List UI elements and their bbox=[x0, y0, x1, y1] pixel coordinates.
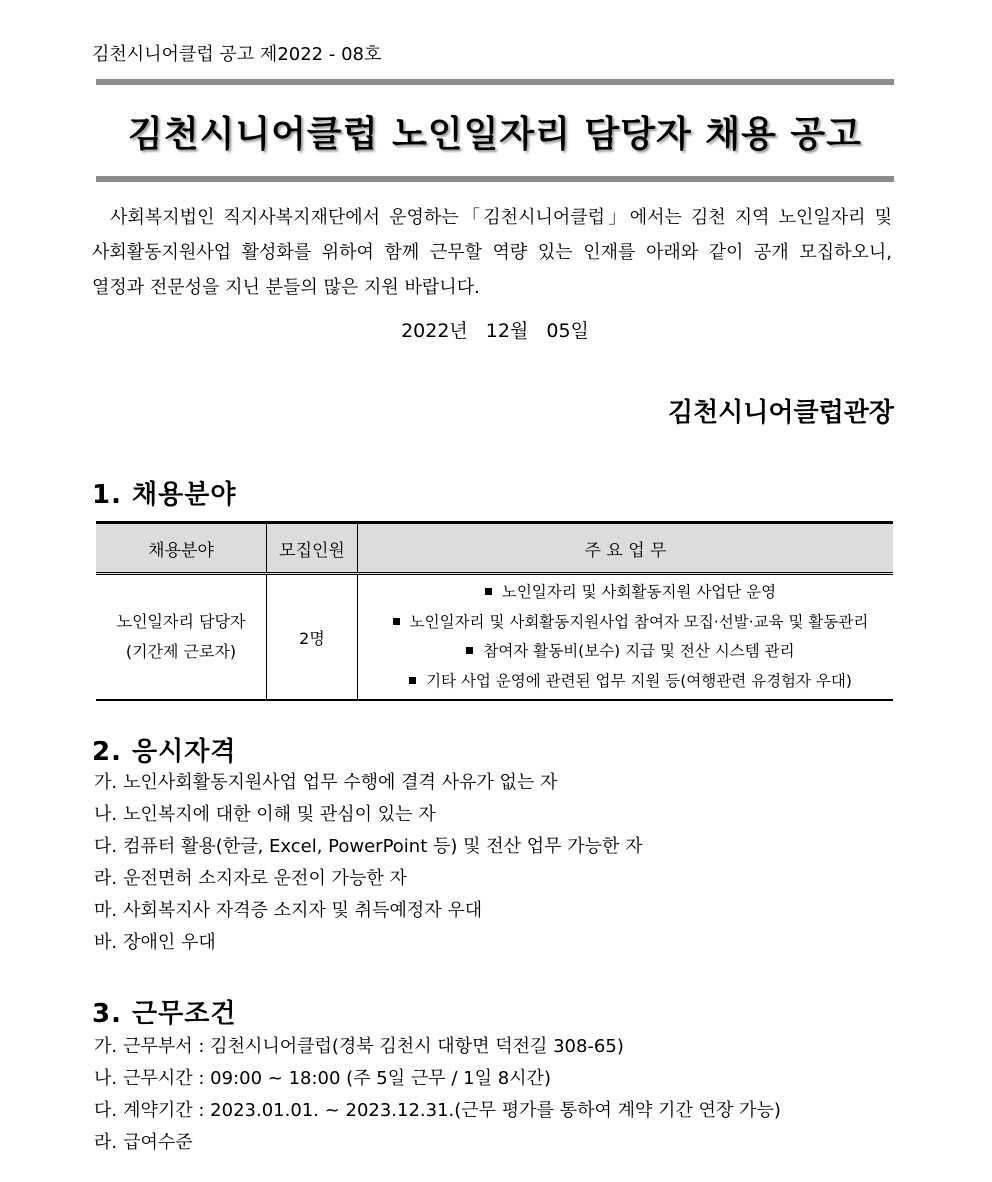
signature: 김천시니어클럽관장 bbox=[667, 398, 894, 428]
square-bullet-icon bbox=[485, 588, 492, 595]
page-title: 김천시니어클럽 노인일자리 담당자 채용 공고 bbox=[128, 114, 862, 155]
field-cell bbox=[96, 574, 267, 701]
section-title-recruitment-field: 1. 채용분야 bbox=[92, 480, 237, 510]
field-name: 노인일자리 담당자 bbox=[116, 612, 246, 631]
duties-cell bbox=[358, 574, 894, 701]
count-cell: 2명 bbox=[267, 574, 358, 701]
list-item: 가. 노인사회활동지원사업 업무 수행에 결격 사유가 없는 자 bbox=[94, 772, 558, 793]
list-item: 나. 노인복지에 대한 이해 및 관심이 있는 자 bbox=[94, 804, 436, 825]
duty-item: 노인일자리 및 사회활동지원 사업단 운영 bbox=[368, 578, 893, 608]
table-row bbox=[96, 574, 893, 701]
list-item: 바. 장애인 우대 bbox=[94, 932, 216, 953]
document-number: 김천시니어클럽 공고 제2022 - 08호 bbox=[92, 44, 382, 65]
square-bullet-icon bbox=[409, 677, 416, 684]
list-item: 라. 급여수준 bbox=[94, 1132, 193, 1153]
title-rule-bottom bbox=[96, 176, 894, 182]
section-title-qualifications: 2. 응시자격 bbox=[92, 737, 237, 767]
section-title-work-conditions: 3. 근무조건 bbox=[92, 999, 237, 1029]
list-item: 라. 운전면허 소지자로 운전이 가능한 자 bbox=[94, 868, 407, 889]
work-conditions-list bbox=[94, 1031, 781, 1159]
announcement-date: 2022년 12월 05일 bbox=[401, 320, 589, 342]
header-duties: 주 요 업 무 bbox=[358, 523, 894, 574]
header-count: 모집인원 bbox=[267, 523, 358, 574]
intro-paragraph: 사회복지법인 직지사복지재단에서 운영하는「김천시니어클럽」에서는 김천 지역 노인일자리 및 사회활동지원사업 활성화를 위하여 함께 근무할 역량 있는 인재를 아래와 같이 공개 모집하오니, 열정과 전문성을 지닌 분들의 많은 지원 바랍니다. bbox=[92, 207, 892, 298]
title-rule-top bbox=[96, 79, 894, 85]
duty-item: 기타 사업 운영에 관련된 업무 지원 등(여행관련 유경험자 우대) bbox=[368, 667, 893, 697]
list-item: 다. 계약기간 : 2023.01.01. ~ 2023.12.31.(근무 평가를 통하여 계약 기간 연장 가능) bbox=[94, 1100, 781, 1121]
square-bullet-icon bbox=[393, 618, 400, 625]
square-bullet-icon bbox=[466, 647, 473, 654]
list-item: 가. 근무부서 : 김천시니어클럽(경북 김천시 대항면 덕전길 308-65) bbox=[94, 1036, 624, 1057]
qualifications-list bbox=[94, 767, 643, 959]
list-item: 마. 사회복지사 자격증 소지자 및 취득예정자 우대 bbox=[94, 900, 483, 921]
field-type: (기간제 근로자) bbox=[125, 642, 237, 661]
recruitment-table bbox=[96, 521, 893, 701]
duty-item: 노인일자리 및 사회활동지원사업 참여자 모집·선발·교육 및 활동관리 bbox=[368, 608, 893, 638]
header-field: 채용분야 bbox=[96, 523, 267, 574]
duty-item: 참여자 활동비(보수) 지급 및 전산 시스템 관리 bbox=[368, 637, 893, 667]
table-header-row bbox=[96, 523, 893, 574]
list-item: 나. 근무시간 : 09:00 ~ 18:00 (주 5일 근무 / 1일 8시간) bbox=[94, 1068, 551, 1089]
list-item: 다. 컴퓨터 활용(한글, Excel, PowerPoint 등) 및 전산 업무 가능한 자 bbox=[94, 836, 643, 857]
